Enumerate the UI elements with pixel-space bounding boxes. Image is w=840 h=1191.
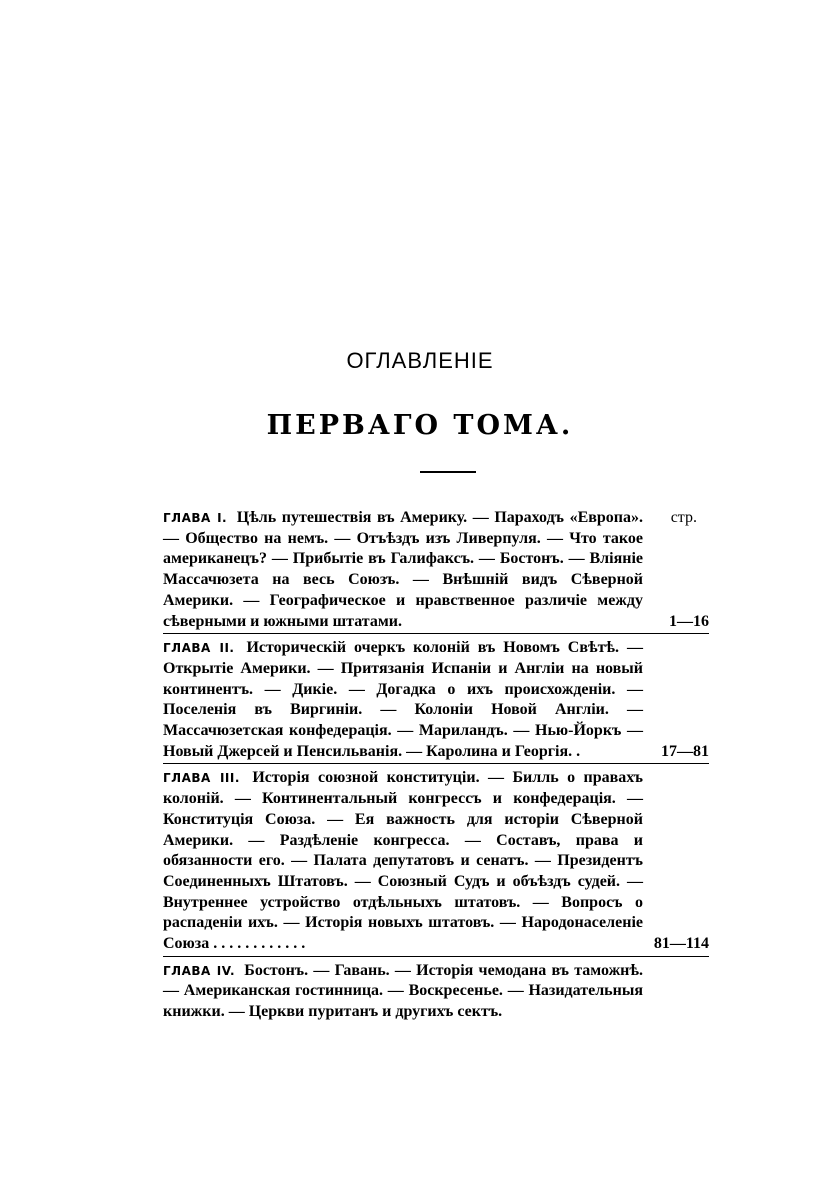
chapter-number: ГЛАВА III.: [163, 771, 240, 786]
toc-entry-chapter-1: [163, 508, 709, 634]
chapter-number: ГЛАВА II.: [163, 641, 235, 656]
toc-heading: ОГЛАВЛЕНІЕ: [346, 348, 494, 373]
chapter-summary: Историческій очеркъ колоній въ Новомъ Свѣтѣ. — Открытіе Америки. — Притязанія Испаніи и Англіи на новый континентъ. — Дикіе. — Догадка о ихъ происхожденіи. — Поселенія въ Виргиніи. — Колоніи Новой Англіи. — Массачюзетская конфедерація. — Мариландъ. — Нью-Йоркъ — Новый Джерсей и Пенсильванія. — Каролина и Георгія. .: [163, 639, 643, 760]
page-range: 1—16: [669, 612, 709, 630]
table-of-contents: [163, 508, 709, 1028]
page-range: 17—81: [661, 742, 709, 760]
page-range: 81—114: [653, 935, 709, 953]
toc-entry-chapter-4: [163, 961, 709, 1024]
chapter-summary: Цѣль путешествія въ Америку. — Параходъ «Европа». — Общество на немъ. — Отъѣздъ изъ Ливерпуля. — Что такое американецъ? — Прибытіе въ Галифаксъ. — Бостонъ. — Вліяніе Массачюзета на весь Союзъ. — Внѣшній видъ Сѣверной Америки. — Географическое и нравственное различіе между сѣверными и южными штатами.: [163, 509, 644, 630]
chapter-number: ГЛАВА IV.: [163, 963, 236, 978]
volume-heading: ПЕРВАГО ТОМА.: [266, 410, 574, 441]
page-column-label: стр.: [670, 509, 697, 526]
chapter-number: ГЛАВА I.: [163, 511, 228, 525]
toc-entry-chapter-2: [163, 638, 709, 764]
decorative-rule: [420, 471, 476, 473]
toc-entry-chapter-3: [163, 768, 709, 956]
chapter-summary: Исторія союзной конституціи. — Билль о правахъ колоній. — Континентальный конгрессъ и конфедерація. — Конституція Союза. — Ея важность для исторіи Сѣверной Америки. — Раздѣленіе конгресса. — Составъ, права и обязанности его. — Палата депутатовъ и сенатъ. — Президентъ Соединенныхъ Штатовъ. — Союзный Судъ и объѣздъ судей. — Внутреннее устройство отдѣльныхъ штатовъ. — Вопросъ о распаденіи ихъ. — Исторія новыхъ штатовъ. — Народонаселеніе Союза . . . . . . . . . . . .: [163, 769, 644, 953]
chapter-summary: Бостонъ. — Гавань. — Исторія чемодана въ таможнѣ. — Американская гостинница. — Воскресенье. — Назидательныя книжки. — Церкви пуританъ и другихъ сектъ.: [163, 961, 644, 1021]
